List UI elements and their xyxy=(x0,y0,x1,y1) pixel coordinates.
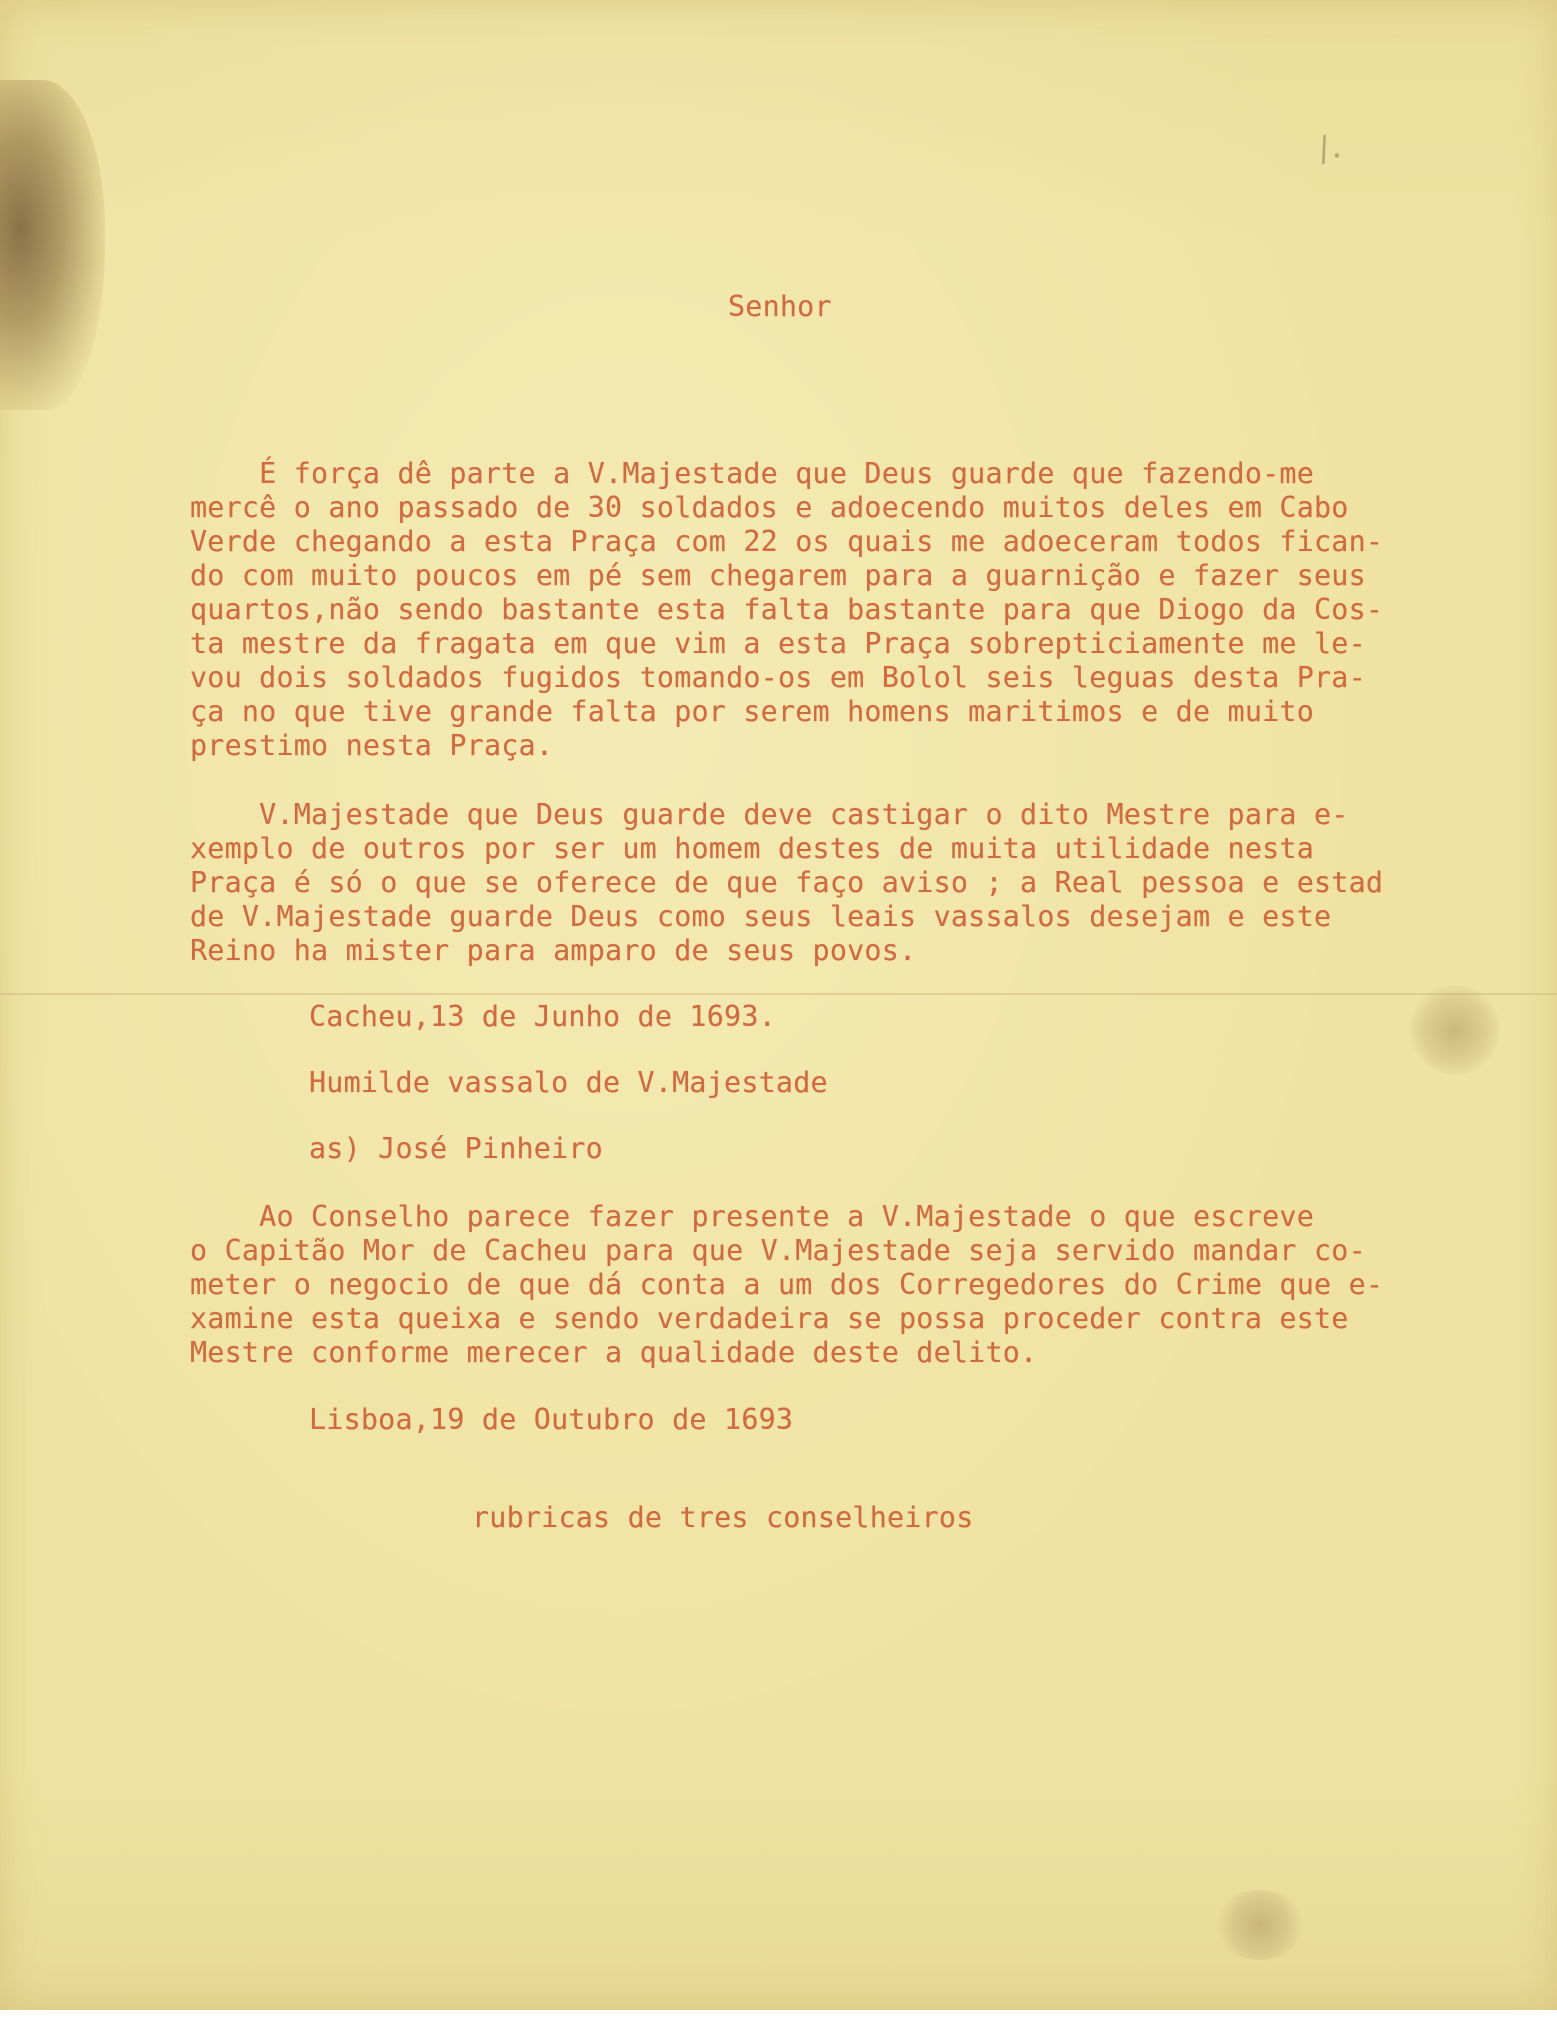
text-line: ça no que tive grande falta por serem homens maritimos e de muito xyxy=(190,695,1315,728)
place-date-lisboa: Lisboa,19 de Outubro de 1693 xyxy=(309,1403,794,1436)
text-line: É força dê parte a V.Majestade que Deus guarde que fazendo-me xyxy=(190,457,1315,490)
text-line: Praça é só o que se oferece de que faço aviso ; a Real pessoa e estad xyxy=(190,866,1384,899)
text-line: vou dois soldados fugidos tomando-os em Bolol seis leguas desta Pra- xyxy=(190,661,1366,694)
text-line: o Capitão Mor de Cacheu para que V.Majestade seja servido mandar co- xyxy=(190,1234,1366,1267)
text-line: do com muito poucos em pé sem chegarem para a guarnição e fazer seus xyxy=(190,559,1366,592)
text-line: prestimo nesta Praça. xyxy=(190,729,554,762)
stain-spot xyxy=(1215,1890,1305,1960)
page-mark: /. xyxy=(1313,125,1346,171)
water-stain xyxy=(0,80,105,410)
text-line: de V.Majestade guarde Deus como seus leais vassalos desejam e este xyxy=(190,900,1332,933)
text-line: Reino ha mister para amparo de seus povos. xyxy=(190,934,917,967)
text-line: Mestre conforme merecer a qualidade deste delito. xyxy=(190,1336,1038,1369)
signature-line: as) José Pinheiro xyxy=(309,1132,603,1165)
stain-spot xyxy=(1410,985,1500,1075)
text-line: mercê o ano passado de 30 soldados e adoecendo muitos deles em Cabo xyxy=(190,491,1349,524)
text-line: Verde chegando a esta Praça com 22 os quais me adoeceram todos fican- xyxy=(190,525,1384,558)
salutation: Senhor xyxy=(728,290,832,323)
rubrics-line: rubricas de tres conselheiros xyxy=(472,1501,974,1534)
fold-crease xyxy=(0,993,1557,995)
closing-line: Humilde vassalo de V.Majestade xyxy=(309,1066,828,1099)
text-line: Ao Conselho parece fazer presente a V.Majestade o que escreve xyxy=(190,1200,1315,1233)
place-date-cacheu: Cacheu,13 de Junho de 1693. xyxy=(309,1000,776,1033)
text-line: meter o negocio de que dá conta a um dos Corregedores do Crime que e- xyxy=(190,1268,1384,1301)
text-line: xamine esta queixa e sendo verdadeira se possa proceder contra este xyxy=(190,1302,1349,1335)
text-line: quartos,não sendo bastante esta falta bastante para que Diogo da Cos- xyxy=(190,593,1384,626)
text-line: xemplo de outros por ser um homem destes de muita utilidade nesta xyxy=(190,832,1315,865)
text-line: ta mestre da fragata em que vim a esta Praça sobrepticiamente me le- xyxy=(190,627,1366,660)
text-line: V.Majestade que Deus guarde deve castigar o dito Mestre para e- xyxy=(190,798,1349,831)
